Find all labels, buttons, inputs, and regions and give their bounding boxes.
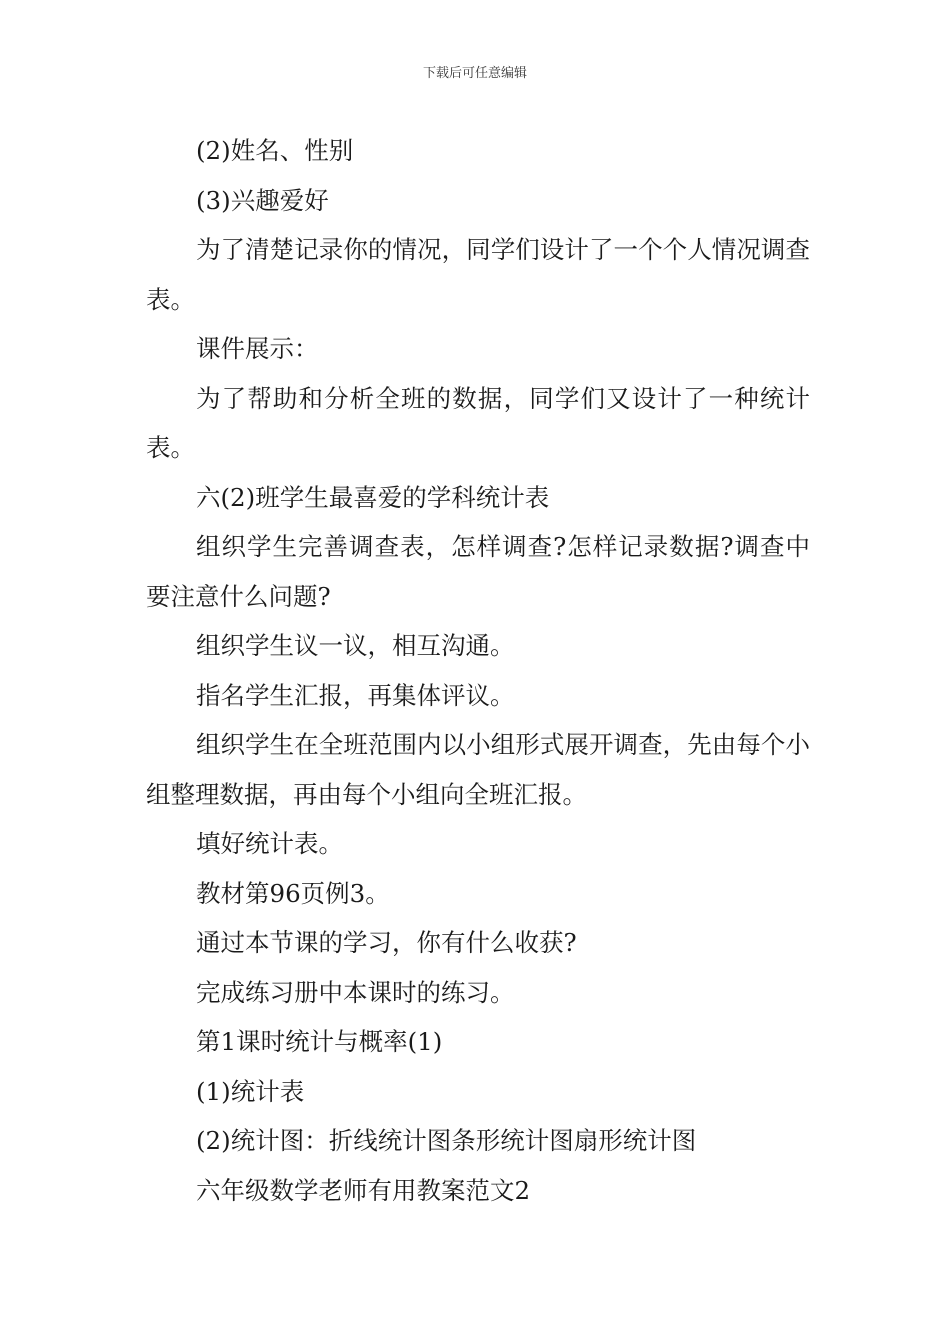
- paragraph: 组织学生议一议，相互沟通。: [196, 631, 515, 660]
- paragraph: 通过本节课的学习，你有什么收获?: [196, 928, 577, 957]
- paragraph: 为了清楚记录你的情况，同学们设计了一个个人情况调查表。: [146, 235, 810, 314]
- paragraph: 组织学生完善调查表，怎样调查?怎样记录数据?调查中要注意什么问题?: [146, 532, 810, 611]
- paragraph: (2)统计图：折线统计图条形统计图扇形统计图: [196, 1126, 697, 1155]
- page-header: 下载后可任意编辑: [422, 66, 527, 81]
- paragraph: 课件展示：: [196, 334, 319, 363]
- paragraph: 为了帮助和分析全班的数据，同学们又设计了一种统计表。: [146, 383, 810, 462]
- document-body: [146, 126, 810, 1215]
- paragraph: (1)统计表: [196, 1076, 305, 1106]
- paragraph: 教材第96页例3。: [196, 878, 390, 908]
- paragraph: (3)兴趣爱好: [196, 185, 329, 215]
- paragraph: 指名学生汇报，再集体评议。: [196, 680, 515, 710]
- paragraph: 六年级数学老师有用教案范文2: [196, 1175, 531, 1205]
- paragraph: 六(2)班学生最喜爱的学科统计表: [196, 482, 550, 512]
- paragraph: 填好统计表。: [196, 829, 343, 858]
- paragraph: 组织学生在全班范围内以小组形式展开调查，先由每个小组整理数据，再由每个小组向全班汇报。: [146, 730, 810, 809]
- paragraph: (2)姓名、性别: [196, 136, 354, 165]
- paragraph: 第1课时统计与概率(1): [196, 1027, 443, 1056]
- paragraph: 完成练习册中本课时的练习。: [196, 977, 515, 1007]
